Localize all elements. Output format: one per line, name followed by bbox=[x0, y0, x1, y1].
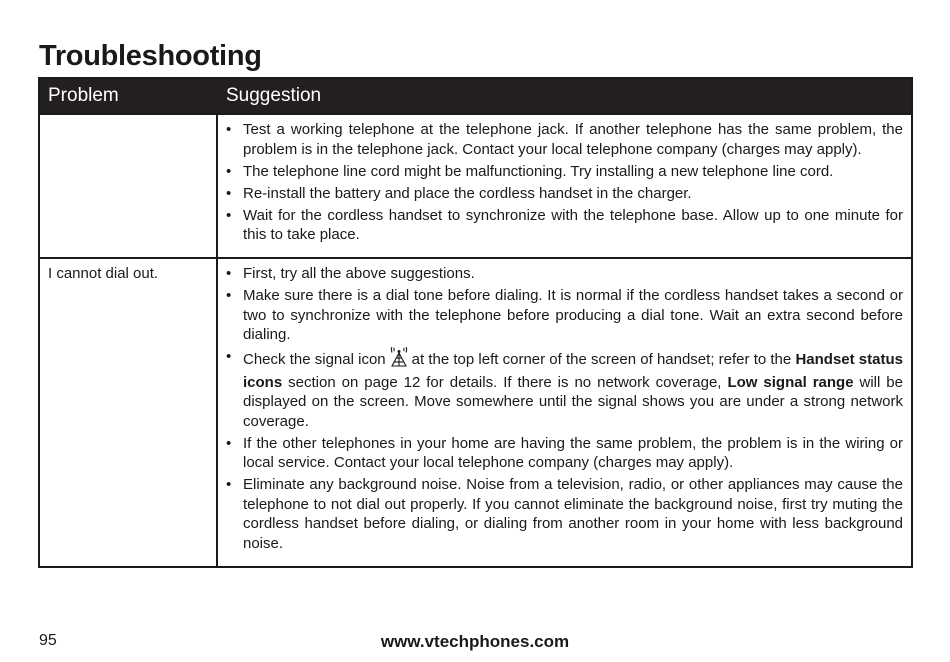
page-number: 95 bbox=[39, 632, 57, 649]
item-text: Check the signal icon bbox=[243, 351, 386, 368]
suggestion-cell bbox=[218, 115, 911, 257]
suggestion-item: • The telephone line cord might be malfunctioning. Try installing a new telephone line cord. bbox=[226, 162, 903, 182]
suggestion-list bbox=[226, 120, 903, 245]
footer-url[interactable]: www.vtechphones.com bbox=[380, 632, 570, 651]
page-title: Troubleshooting bbox=[39, 40, 262, 72]
suggestion-cell bbox=[218, 259, 911, 566]
header-suggestion: Suggestion bbox=[226, 85, 322, 106]
suggestion-item: • If the other telephones in your home are having the same problem, the problem is in the wiring or local service. Contact your local telephone company (charges may apply). bbox=[226, 434, 903, 473]
suggestion-item: • Test a working telephone at the telephone jack. If another telephone has the same problem, the problem is in the telephone jack. Contact your local telephone company (charges may apply). bbox=[226, 120, 903, 159]
troubleshooting-table bbox=[38, 77, 913, 568]
antenna-signal-icon bbox=[388, 347, 410, 373]
item-bold-text: Handset status icons bbox=[243, 351, 903, 391]
suggestion-item bbox=[226, 347, 903, 431]
table-row bbox=[40, 113, 911, 257]
suggestion-item: • Eliminate any background noise. Noise from a television, radio, or other appliances may cause the telephone to not dial out properly. If you cannot eliminate the background noise, first try muting the cordless handset before dialing, or dialing from another room in your home with less background noise. bbox=[226, 475, 903, 553]
suggestion-list bbox=[226, 264, 903, 553]
suggestion-item: • Re-install the battery and place the cordless handset in the charger. bbox=[226, 184, 903, 204]
suggestion-item: • Wait for the cordless handset to synchronize with the telephone base. Allow up to one minute for this to take place. bbox=[226, 206, 903, 245]
item-bold-text: Low signal range bbox=[727, 373, 854, 391]
item-text: section on page 12 for details. If there is no network coverage, bbox=[288, 373, 722, 391]
problem-cell bbox=[40, 115, 218, 257]
suggestion-item: • Make sure there is a dial tone before dialing. It is normal if the cordless handset takes a second or two to synchronize with the telephone before producing a dial tone. Wait an extra second before dialing. bbox=[226, 286, 903, 345]
table-row bbox=[40, 257, 911, 566]
problem-cell: I cannot dial out. bbox=[40, 259, 218, 566]
table-header bbox=[40, 79, 911, 113]
header-problem: Problem bbox=[48, 85, 119, 106]
item-text: at the top left corner of the screen of handset; refer to the bbox=[411, 351, 792, 368]
suggestion-item: • First, try all the above suggestions. bbox=[226, 264, 903, 284]
item-text: will be displayed on the screen. Move somewhere until the signal shows you are under a strong network coverage. bbox=[243, 373, 903, 430]
